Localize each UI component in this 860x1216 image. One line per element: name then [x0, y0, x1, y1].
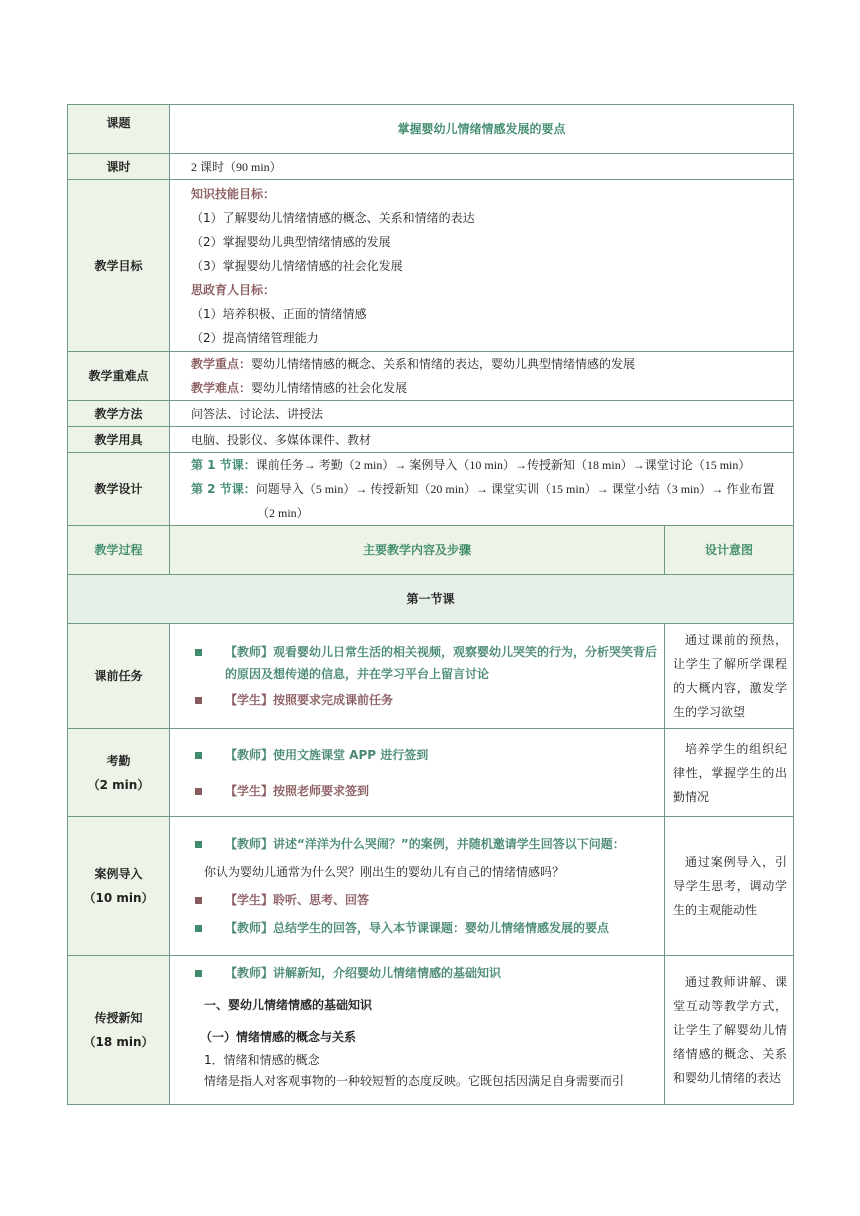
ideology-item: （2）提高情绪管理能力	[191, 330, 319, 345]
case-question: 你认为婴幼儿通常为什么哭？刚出生的婴幼儿有自己的情绪情感吗？	[204, 865, 565, 879]
newknow-label: 传授新知 （18 min）	[68, 956, 170, 1105]
attendance-intent: 培养学生的组织纪律性，掌握学生的出勤情况	[665, 729, 794, 817]
design-content	[170, 453, 794, 526]
attendance-label: 考勤 （2 min）	[68, 729, 170, 817]
ideology-item: （1）培养积极、正面的情绪情感	[191, 306, 367, 321]
topic-label: 课题	[68, 105, 170, 154]
process-header: 教学过程	[68, 526, 170, 575]
design-label: 教学设计	[68, 453, 170, 526]
knowledge-item: （3）掌握婴幼儿情绪情感的社会化发展	[191, 258, 403, 273]
newknow-time: （18 min）	[83, 1035, 154, 1049]
lesson1-text: 课前任务→ 考勤（2 min）→ 案例导入（10 min）→传授新知（18 min）→课堂讨论（15 min）	[255, 458, 751, 472]
difficult-text: 婴幼儿情绪情感的社会化发展	[251, 381, 408, 395]
newknow-intent: 通过教师讲解、课堂互动等教学方式，让学生了解婴幼儿情绪情感的概念、关系和婴幼儿情绪的表达	[665, 956, 794, 1105]
attendance-teacher: 【教师】使用文旌课堂 APP 进行签到	[225, 747, 429, 762]
case-content	[170, 817, 665, 956]
case-student: 【学生】聆听、思考、回答	[225, 893, 370, 907]
pretask-label: 课前任务	[68, 624, 170, 729]
newknow-heading-2: （一）情绪情感的概念与关系	[200, 1030, 357, 1044]
keypoints-label: 教学重难点	[68, 352, 170, 401]
square-bullet-icon	[195, 649, 202, 656]
newknow-teacher: 【教师】讲解新知，介绍婴幼儿情绪情感的基础知识	[225, 966, 502, 980]
content-header: 主要教学内容及步骤	[170, 526, 665, 575]
tools-label: 教学用具	[68, 427, 170, 453]
hours-value: 2 课时（90 min）	[170, 154, 794, 180]
pretask-content	[170, 624, 665, 729]
objectives-label: 教学目标	[68, 180, 170, 352]
lesson1-heading: 第 1 节课：	[191, 458, 256, 472]
objectives-content	[170, 180, 794, 352]
methods-label: 教学方法	[68, 401, 170, 427]
keypoints-content	[170, 352, 794, 401]
square-bullet-icon	[195, 897, 202, 904]
newknow-paragraph: 情绪是指人对客观事物的一种较短暂的态度反映。它既包括因满足自身需要而引	[204, 1074, 625, 1088]
key-text: 婴幼儿情绪情感的概念、关系和情绪的表达，婴幼儿典型情绪情感的发展	[251, 357, 636, 371]
attendance-time: （2 min）	[87, 777, 150, 792]
newknow-heading-1: 一、婴幼儿情绪情感的基础知识	[204, 998, 373, 1012]
difficult-heading: 教学难点：	[191, 381, 252, 395]
knowledge-heading: 知识技能目标：	[191, 186, 276, 201]
key-heading: 教学重点：	[191, 357, 252, 371]
lesson2-heading: 第 2 节课：	[191, 482, 256, 496]
case-teacher: 【教师】讲述“洋洋为什么哭闹？”的案例，并随机邀请学生回答以下问题：	[225, 837, 625, 851]
pretask-teacher: 【教师】观看婴幼儿日常生活的相关视频，观察婴幼儿哭笑的行为，分析哭笑背后的原因及想传递的信息，并在学习平台上留言讨论	[225, 645, 658, 681]
pretask-student: 【学生】按照要求完成课前任务	[225, 693, 394, 707]
methods-value: 问答法、讨论法、讲授法	[170, 401, 794, 427]
newknow-content	[170, 956, 665, 1105]
ideology-heading: 思政育人目标：	[191, 282, 276, 297]
tools-value: 电脑、投影仪、多媒体课件、教材	[170, 427, 794, 453]
knowledge-item: （2）掌握婴幼儿典型情绪情感的发展	[191, 234, 391, 249]
square-bullet-icon	[195, 697, 202, 704]
square-bullet-icon	[195, 970, 202, 977]
lesson2-text: 问题导入（5 min）→ 传授新知（20 min）→ 课堂实训（15 min）→ 课堂小结（3 min）→ 作业布置（2 min）	[255, 482, 775, 520]
square-bullet-icon	[195, 925, 202, 932]
square-bullet-icon	[195, 841, 202, 848]
pretask-intent: 通过课前的预热，让学生了解所学课程的大概内容，激发学生的学习欲望	[665, 624, 794, 729]
attendance-student: 【学生】按照老师要求签到	[225, 783, 370, 798]
case-time: （10 min）	[83, 891, 154, 905]
square-bullet-icon	[195, 752, 202, 759]
case-summary: 【教师】总结学生的回答，导入本节课课题：婴幼儿情绪情感发展的要点	[225, 921, 610, 935]
topic-title: 掌握婴幼儿情绪情感发展的要点	[170, 105, 794, 154]
case-intent: 通过案例导入，引导学生思考，调动学生的主观能动性	[665, 817, 794, 956]
intent-header: 设计意图	[665, 526, 794, 575]
attendance-content	[170, 729, 665, 817]
case-label: 案例导入 （10 min）	[68, 817, 170, 956]
knowledge-item: （1）了解婴幼儿情绪情感的概念、关系和情绪的表达	[191, 210, 475, 225]
section-title: 第一节课	[68, 575, 794, 624]
square-bullet-icon	[195, 788, 202, 795]
lesson-plan-table	[67, 104, 794, 1105]
newknow-heading-3: 1．情绪和情感的概念	[204, 1053, 320, 1067]
hours-label: 课时	[68, 154, 170, 180]
